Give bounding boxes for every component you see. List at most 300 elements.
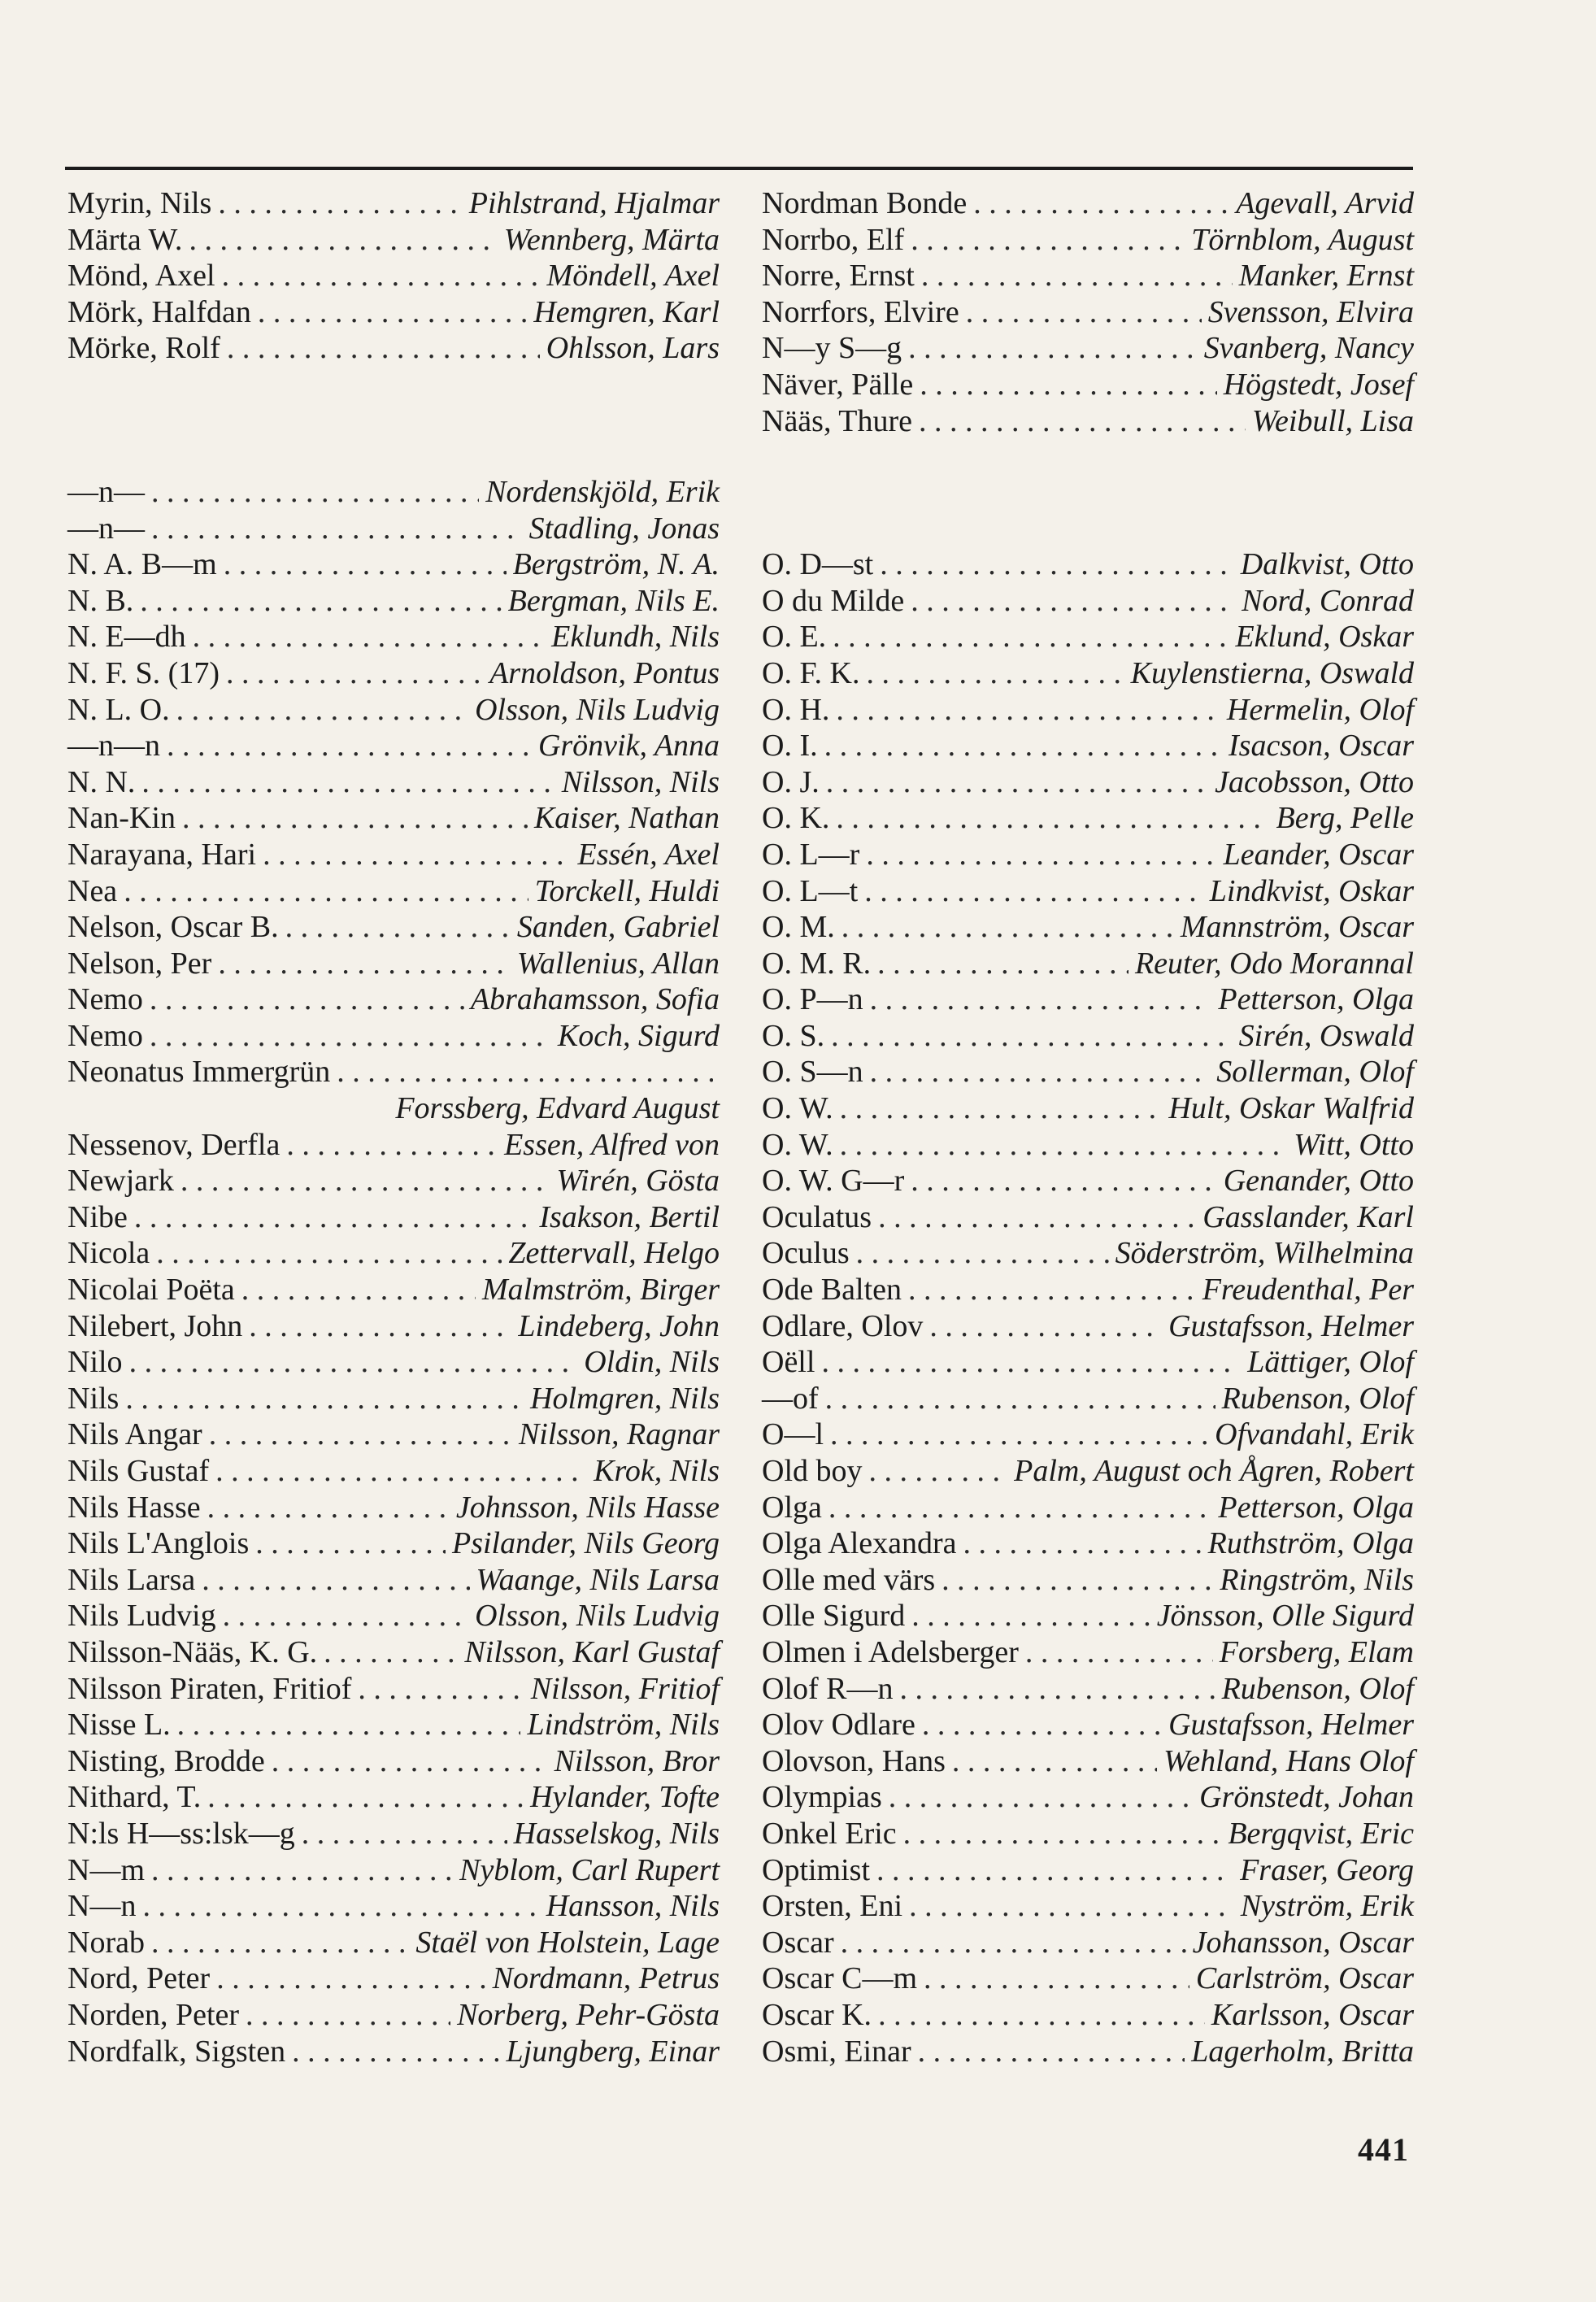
index-entry [67,619,720,655]
dot-leader [841,1925,1186,1961]
author-name: Rubenson, Olof [1221,1671,1414,1706]
pseudonym: O. S. [762,1018,825,1053]
author-name: Witt, Otto [1294,1127,1414,1162]
dot-leader [124,873,528,910]
dot-leader [150,981,464,1018]
index-entry [762,583,1414,620]
author-name: Eklund, Oskar [1235,620,1414,655]
pseudonym: Orsten, Eni [762,1889,903,1924]
pseudonym: N—n [67,1889,137,1924]
pseudonym: Nea [67,873,118,908]
dot-leader [920,367,1216,403]
pseudonym: Nordfalk, Sigsten [67,2034,286,2069]
dot-leader [358,1671,524,1708]
index-entry [762,619,1414,655]
top-rule [65,167,1413,170]
dot-leader [207,1779,524,1816]
index-entry [67,583,720,620]
author-name: Gasslander, Karl [1202,1199,1414,1234]
pseudonym: Mörke, Rolf [67,331,220,366]
dot-leader [182,800,528,837]
author-name: Lindström, Nils [527,1708,720,1743]
pseudonym: O. M. R. [762,946,872,981]
index-entry [762,1671,1414,1708]
index-entry [762,1490,1414,1526]
author-name: Gustafsson, Helmer [1168,1708,1414,1743]
author-name: Rubenson, Olof [1221,1381,1414,1416]
pseudonym: Osmi, Einar [762,2034,911,2069]
index-entry [67,1416,720,1453]
pseudonym: Nilsson-Nääs, K. G. [67,1634,318,1669]
pseudonym: Oculatus [762,1199,872,1234]
author-name: Ofvandahl, Erik [1215,1417,1414,1452]
dot-leader [226,655,483,692]
author-name: Manker, Ernst [1238,259,1414,294]
pseudonym: Nicola [67,1236,150,1271]
pseudonym: Olle med värs [762,1562,936,1597]
dot-leader [840,1090,1163,1127]
author-name: Johansson, Oscar [1192,1925,1414,1960]
pseudonym: Narayana, Hari [67,837,257,872]
dot-leader [263,837,571,873]
index-entry [67,692,720,729]
dot-leader [833,619,1229,655]
author-name: Svanberg, Nancy [1203,331,1414,366]
pseudonym: Oscar K. [762,1997,872,2032]
author-name: Olsson, Nils Ludvig [475,1599,720,1634]
pseudonym: N—y S—g [762,331,902,366]
dot-leader [141,764,554,801]
dot-leader [876,1852,1233,1889]
author-name: Möndell, Axel [546,259,720,294]
index-entry [762,2034,1414,2070]
pseudonym: Nicolai Poëta [67,1273,235,1308]
author-name: Isakson, Bertil [539,1199,720,1234]
dot-leader [218,185,462,222]
dot-leader [828,1490,1211,1526]
dot-leader [292,2034,499,2070]
index-entry [762,1997,1414,2034]
dot-leader [227,330,540,367]
dot-leader [942,1562,1213,1599]
author-name: Staël von Holstein, Lage [415,1925,720,1960]
pseudonym: Olovson, Hans [762,1743,946,1778]
pseudonym: Nelson, Oscar B. [67,910,279,945]
index-entry [67,655,720,692]
pseudonym: Märta W. [67,222,183,257]
index-entry [67,330,720,367]
author-name: Arnoldson, Pontus [489,655,720,690]
pseudonym: Olle Sigurd [762,1599,906,1634]
author-name: Nordenskjöld, Erik [485,474,720,509]
author-name: Nilsson, Karl Gustaf [464,1634,720,1669]
dot-leader [302,1816,507,1852]
pseudonym: Nisse L. [67,1708,171,1743]
pseudonym: Olympias [762,1780,882,1815]
index-entry [67,1163,720,1199]
index-entry [67,1707,720,1743]
pseudonym: Nelson, Per [67,946,212,981]
pseudonym: Olmen i Adelsberger [762,1634,1019,1669]
author-name: Hermelin, Olof [1226,692,1414,727]
index-entry [67,1562,720,1599]
author-name: Hansson, Nils [546,1889,720,1924]
pseudonym: Olov Odlare [762,1708,915,1743]
pseudonym: Nils Angar [67,1417,202,1452]
author-name: Nilsson, Nils [561,764,720,799]
pseudonym: O—l [762,1417,824,1452]
author-name: Psilander, Nils Georg [452,1526,720,1561]
dot-leader [856,1235,1109,1272]
dot-leader [966,294,1202,331]
index-entry [67,1779,720,1816]
pseudonym: Näver, Pälle [762,367,914,402]
author-name: Eklundh, Nils [551,620,720,655]
index-entry [67,1852,720,1889]
pseudonym: Olof R—n [762,1671,894,1706]
pseudonym: O. W. [762,1091,833,1126]
index-entry [762,981,1414,1018]
author-name: Nyblom, Carl Rupert [459,1852,720,1887]
right-column [762,185,1414,2069]
author-name: Malmström, Birger [481,1273,720,1308]
dot-leader [151,511,523,547]
author-name: Bergström, N. A. [512,547,720,582]
dot-leader [830,1416,1208,1453]
left-main-group [67,474,720,2069]
pseudonym: Mönd, Axel [67,259,215,294]
author-name: Hylander, Tofte [530,1780,720,1815]
dot-leader [889,1779,1193,1816]
dot-leader [151,1925,409,1961]
author-name: Waange, Nils Larsa [476,1562,720,1597]
pseudonym: —of [762,1381,819,1416]
index-entry [762,1707,1414,1743]
dot-leader [125,1381,524,1417]
index-entry [67,1308,720,1345]
pseudonym: Nemo [67,1018,143,1053]
pseudonym: Nessenov, Derfla [67,1127,280,1162]
dot-leader [129,1344,578,1381]
index-entry [67,1018,720,1055]
pseudonym: Nils Larsa [67,1562,196,1597]
right-top-group [762,185,1414,439]
author-name: Nilsson, Bror [554,1743,720,1778]
pseudonym: Olga Alexandra [762,1526,957,1561]
dot-leader [177,1707,521,1743]
dot-leader [255,1525,446,1562]
dot-leader [193,619,545,655]
dot-leader [826,764,1208,801]
author-name: Forsberg, Elam [1219,1634,1414,1669]
pseudonym: Oculus [762,1236,850,1271]
author-name: Koch, Sigurd [557,1018,720,1053]
index-entry [762,367,1414,403]
pseudonym: O. F. K. [762,655,860,690]
author-name: Wennberg, Märta [503,222,720,257]
index-entry [67,1960,720,1997]
dot-leader [222,258,541,294]
index-entry [762,1562,1414,1599]
pseudonym: O. D—st [762,547,874,582]
pseudonym: N. L. O. [67,692,170,727]
pseudonym: Mörk, Halfdan [67,294,251,329]
pseudonym: Oscar [762,1925,834,1960]
index-entry [762,1054,1414,1090]
author-name: Kaiser, Nathan [533,801,720,836]
index-entry [67,946,720,982]
dot-leader [324,1634,458,1671]
dot-leader [167,728,532,764]
author-name: Sanden, Gabriel [516,910,720,945]
dot-leader [337,1054,713,1090]
author-name: Essen, Alfred von [504,1127,720,1162]
right-main-group [762,546,1414,2069]
dot-leader [176,692,469,729]
pseudonym: Nithard, T. [67,1780,202,1815]
pseudonym: Old boy [762,1454,863,1488]
author-name: Högstedt, Josef [1223,367,1414,402]
dot-leader [877,946,1129,982]
dot-leader [878,1199,1196,1236]
pseudonym: Nils Gustaf [67,1454,210,1488]
dot-leader [869,1453,1008,1490]
index-entry [762,1525,1414,1562]
author-name: Ringström, Nils [1220,1562,1414,1597]
dot-leader [151,1852,453,1889]
dot-leader [909,1888,1234,1925]
pseudonym: Norab [67,1925,145,1960]
index-entry [67,258,720,294]
dot-leader [224,546,507,583]
author-name: Agevall, Arvid [1236,186,1414,220]
dot-leader [918,2034,1185,2070]
author-name: Mannström, Oscar [1180,910,1414,945]
dot-leader [870,981,1212,1018]
dot-leader [156,1235,502,1272]
pseudonym: Norrfors, Elvire [762,294,959,329]
index-entry [762,1888,1414,1925]
pseudonym: N. F. S. (17) [67,655,220,690]
author-name: Grönstedt, Johan [1199,1780,1414,1815]
pseudonym: O. E. [762,620,827,655]
pseudonym: Newjark [67,1164,174,1199]
pseudonym: N:ls H—ss:lsk—g [67,1816,295,1851]
index-entry [762,764,1414,801]
pseudonym: O. W. [762,1127,833,1162]
author-name: Berg, Pelle [1276,801,1414,836]
index-entry [67,1090,720,1127]
index-entry [762,330,1414,367]
pseudonym: O. S—n [762,1055,863,1090]
author-name: Ljungberg, Einar [506,2034,720,2069]
dot-leader [241,1272,476,1308]
author-name: Karlsson, Oscar [1211,1997,1414,2032]
pseudonym: Onkel Eric [762,1816,897,1851]
index-entry [762,1235,1414,1272]
author-name: Palm, August och Ågren, Robert [1014,1454,1414,1488]
dot-leader [189,222,497,259]
index-entry [762,185,1414,222]
index-entry [762,873,1414,910]
dot-leader [272,1743,548,1780]
dot-leader [924,1960,1189,1997]
dot-leader [821,1344,1241,1381]
dot-leader [825,1381,1215,1417]
index-entry [762,1127,1414,1164]
author-name: Freudenthal, Per [1202,1273,1414,1308]
index-entry [67,1199,720,1236]
pseudonym: Olga [762,1490,822,1525]
index-entry [762,837,1414,873]
left-top-group [67,185,720,367]
pseudonym: O. W. G—r [762,1164,905,1199]
dot-leader [866,837,1216,873]
author-name: Nordmann, Petrus [492,1961,720,1996]
author-name: Leander, Oscar [1223,837,1414,872]
author-name: Hasselskog, Nils [513,1816,720,1851]
section-gap [67,367,720,474]
dot-leader [142,1888,539,1925]
index-entry [67,1997,720,2034]
dot-leader [836,800,1269,837]
index-entry [762,1090,1414,1127]
pseudonym: Oscar C—m [762,1961,918,1996]
index-entry [762,1416,1414,1453]
pseudonym: N—m [67,1852,145,1887]
pseudonym: Nibe [67,1199,128,1234]
index-entry [762,1743,1414,1780]
author-name: Gustafsson, Helmer [1168,1308,1414,1343]
index-entry [67,837,720,873]
dot-leader [903,1816,1222,1852]
dot-leader [140,583,501,620]
index-entry [762,1779,1414,1816]
index-entry [762,1344,1414,1381]
index-entry [67,764,720,801]
index-entry [762,1381,1414,1417]
index-entry [67,1272,720,1308]
author-name: Wallenius, Allan [516,946,720,981]
author-name: Petterson, Olga [1218,982,1414,1017]
dot-leader [824,728,1222,764]
index-entry [762,1163,1414,1199]
index-entry [67,800,720,837]
dot-leader [285,909,511,946]
dot-leader [900,1671,1215,1708]
dot-leader [216,1960,485,1997]
index-entry [67,1453,720,1490]
pseudonym: Nemo [67,982,143,1017]
index-entry [762,1598,1414,1634]
index-entry [762,1852,1414,1889]
dot-leader [202,1562,469,1599]
index-entry [762,294,1414,331]
author-name: Olsson, Nils Ludvig [475,692,720,727]
dot-leader [180,1163,550,1199]
index-entry [67,1925,720,1961]
pseudonym: Optimist [762,1852,871,1887]
index-entry [762,1634,1414,1671]
author-name: Dalkvist, Otto [1240,547,1414,582]
author-name: Hult, Oskar Walfrid [1168,1091,1414,1126]
section-gap [762,439,1414,546]
index-entry [762,1018,1414,1055]
author-name: Abrahamsson, Sofia [470,982,720,1017]
dot-leader [921,258,1233,294]
pseudonym: Nils Hasse [67,1490,201,1525]
index-entry [67,1127,720,1164]
index-entry [762,1816,1414,1852]
author-name: Grönvik, Anna [537,729,720,764]
index-entry [762,728,1414,764]
author-name: Lindeberg, John [518,1308,720,1343]
index-entry [762,800,1414,837]
author-name: Svensson, Elvira [1207,294,1414,329]
index-entry [67,1525,720,1562]
dot-leader [911,583,1235,620]
index-entry [67,2034,720,2070]
dot-leader [209,1416,512,1453]
pseudonym: Nisting, Brodde [67,1743,265,1778]
index-entry [67,1235,720,1272]
index-entry [67,474,720,511]
author-name: Nyström, Erik [1240,1889,1414,1924]
index-entry [67,1816,720,1852]
index-entry [67,1598,720,1634]
page-number: 441 [1358,2131,1409,2168]
index-entry [762,1199,1414,1236]
dot-leader [831,1018,1233,1055]
author-name: Norberg, Pehr-Gösta [457,1997,720,2032]
dot-leader [864,873,1203,910]
pseudonym: Nilo [67,1345,123,1380]
pseudonym: O du Milde [762,583,905,618]
pseudonym: Nan-Kin [67,801,176,836]
author-name: Wehland, Hans Olof [1163,1743,1414,1778]
pseudonym: Nord, Peter [67,1961,211,1996]
index-entry [67,1888,720,1925]
dot-leader [866,655,1124,692]
dot-leader [870,1054,1211,1090]
index-entry [67,546,720,583]
index-entry [67,294,720,331]
author-name: Hemgren, Karl [533,294,720,329]
pseudonym: O. I. [762,729,818,764]
pseudonym: O. J. [762,764,820,799]
author-name: Oldin, Nils [584,1345,720,1380]
author-name: Johnsson, Nils Hasse [455,1490,720,1525]
dot-leader [911,222,1185,259]
pseudonym: N. A. B—m [67,547,217,582]
pseudonym: N. B. [67,583,134,618]
index-entry [67,1054,720,1090]
author-name: Nord, Conrad [1242,583,1414,618]
author-name: Törnblom, August [1191,222,1414,257]
pseudonym: —n— [67,474,145,509]
pseudonym: Nilsson Piraten, Fritiof [67,1671,352,1706]
author-name: Bergqvist, Eric [1228,1816,1414,1851]
dot-leader [134,1199,533,1236]
pseudonym: Norre, Ernst [762,259,915,294]
index-entry [762,258,1414,294]
index-entry [67,511,720,547]
dot-leader [836,692,1220,729]
index-entry [762,403,1414,440]
author-name: Forssberg, Edvard August [395,1091,720,1126]
pseudonym: Nääs, Thure [762,403,913,438]
index-entry [762,909,1414,946]
